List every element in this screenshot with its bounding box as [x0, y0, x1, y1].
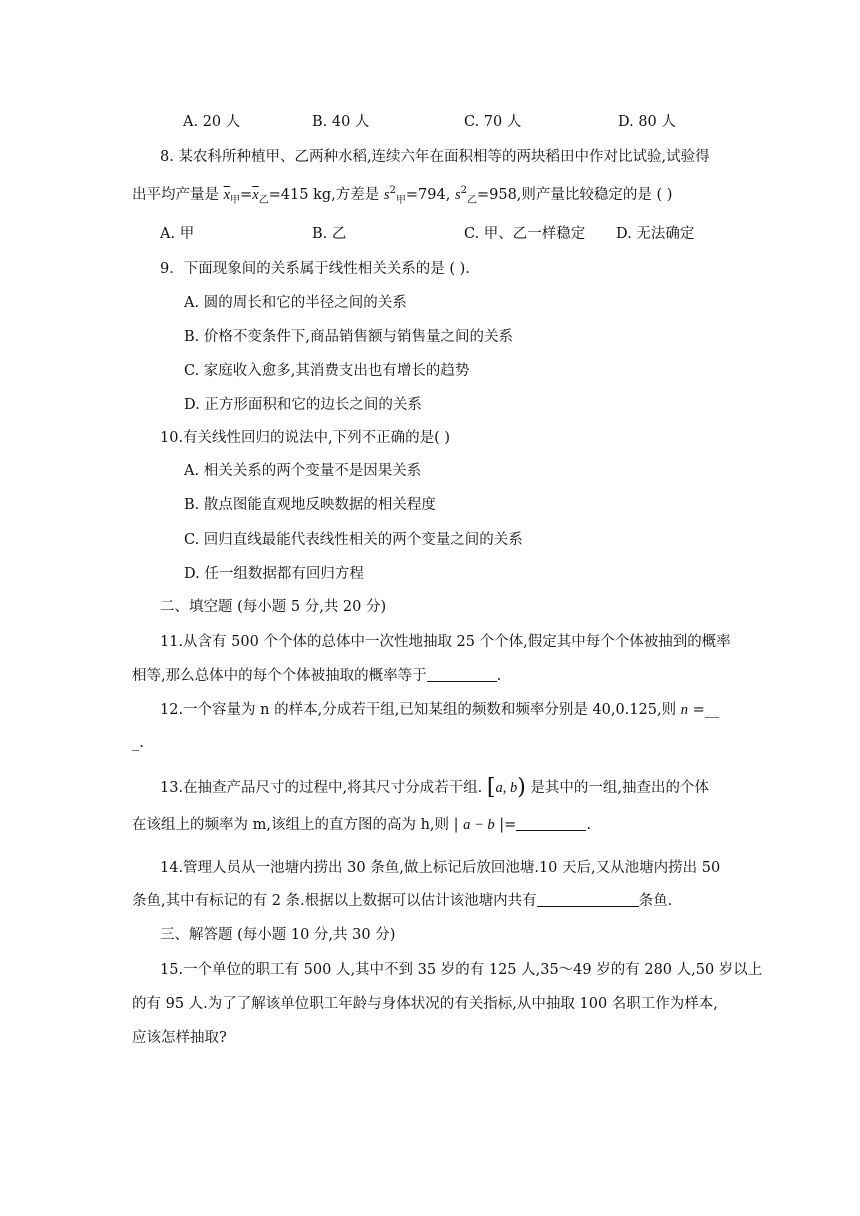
x-bar-symbol: $\overline{x}$ [223, 187, 231, 203]
sup-2: 2 [389, 185, 396, 197]
q7-option-a: A. 20 人 [183, 114, 241, 130]
variance-yi: =958,则产量比较稳定的是 ( ) [476, 187, 673, 203]
x-bar-symbol: $\overline{x}$ [252, 187, 259, 203]
q10-option-b: B. 散点图能直观地反映数据的相关程度 [184, 497, 436, 513]
q11-line2-end: . [496, 668, 502, 684]
sup-2: 2 [460, 185, 467, 197]
q7-option-c: C. 70 人 [464, 114, 522, 130]
mean-value: =415 kg,方差是 [268, 187, 384, 203]
q8-prefix: 出平均产量是 [132, 187, 224, 203]
q14-line2 [132, 891, 672, 911]
q12-suffix: =__ [687, 702, 720, 718]
q15-line2: 的有 95 人.为了了解该单位职工年龄与身体状况的有关指标,从中抽取 100 名职工作为样本, [132, 996, 718, 1012]
q9-stem: 9．下面现象间的关系属于线性相关关系的是 ( ). [160, 261, 470, 277]
interval-close-paren: ) [517, 775, 526, 800]
q8-stem-line2 [132, 185, 672, 205]
q14-line2-prefix: 条鱼,其中有标记的有 2 条.根据以上数据可以估计该池塘内共有 [132, 893, 537, 909]
q8-options [0, 224, 860, 244]
section-solve-heading: 三、解答题 (每小题 10 分,共 30 分) [160, 927, 396, 943]
q8-option-b: B. 乙 [312, 226, 347, 242]
q10-option-d: D. 任一组数据都有回归方程 [184, 566, 364, 582]
q14-line1: 14.管理人员从一池塘内捞出 30 条鱼,做上标记后放回池塘.10 天后,又从池塘内捞出 50 [160, 860, 721, 876]
q15-line1: 15.一个单位的职工有 500 人,其中不到 35 岁的有 125 人,35～49 岁的有 280 人,50 岁以上 [160, 962, 763, 978]
q8-option-d: D. 无法确定 [616, 226, 695, 242]
q13-suffix: 是其中的一组,抽查出的个体 [525, 780, 710, 796]
q8-option-a: A. 甲 [160, 226, 195, 242]
q12-line1 [160, 700, 719, 720]
q10-option-a: A. 相关关系的两个变量不是因果关系 [184, 463, 422, 479]
q14-answer-blank[interactable] [537, 892, 639, 907]
interval-body: a, b [495, 780, 518, 796]
q7-options [0, 112, 860, 132]
q8-stem-line1: 8. 某农科所种植甲、乙两种水稻,连续六年在面积相等的两块稻田中作对比试验,试验得 [160, 149, 710, 165]
sub-yi: 乙 [466, 194, 477, 206]
q11-line2 [132, 666, 501, 686]
q11-answer-blank[interactable] [427, 667, 497, 682]
q13-line1 [160, 775, 710, 800]
q10-stem: 10.有关线性回归的说法中,下列不正确的是( ) [160, 430, 451, 446]
q11-line2-text: 相等,那么总体中的每个个体被抽取的概率等于 [132, 668, 427, 684]
q9-option-a: A. 圆的周长和它的半径之间的关系 [184, 295, 407, 311]
q9-option-d: D. 正方形面积和它的边长之间的关系 [184, 397, 422, 413]
q11-line1: 11.从含有 500 个个体的总体中一次性地抽取 25 个个体,假定其中每个个体被抽到的概率 [160, 634, 731, 650]
sub-jia: 甲 [395, 194, 406, 206]
q7-option-d: D. 80 人 [618, 114, 676, 130]
q12-prefix: 12.一个容量为 n 的样本,分成若干组,已知某组的频数和频率分别是 40,0.125,则 [160, 702, 681, 718]
q13-answer-blank[interactable] [516, 816, 586, 831]
sub-jia: 甲 [230, 194, 241, 206]
q8-option-c: C. 甲、乙一样稳定 [464, 226, 586, 242]
s-symbol: s [454, 187, 461, 203]
q13-line2-prefix: 在该组上的频率为 m,该组上的直方图的高为 h,则 | [132, 817, 464, 833]
q14-line2-suffix: 条鱼. [638, 893, 673, 909]
variance-jia: =794, [405, 187, 455, 203]
q13-prefix: 13.在抽查产品尺寸的过程中,将其尺寸分成若干组. [160, 780, 487, 796]
equals-sign: = [240, 187, 253, 203]
interval-open-bracket: [ [486, 775, 496, 800]
q9-option-b: B. 价格不变条件下,商品销售额与销售量之间的关系 [184, 329, 513, 345]
sub-yi: 乙 [258, 194, 269, 206]
q10-option-c: C. 回归直线最能代表线性相关的两个变量之间的关系 [184, 532, 523, 548]
abs-expression: a − b [463, 817, 495, 833]
q12-line2: _. [132, 735, 144, 751]
q13-line2-mid: |= [494, 817, 517, 833]
n-symbol: n [680, 702, 688, 718]
q15-line3: 应该怎样抽取? [132, 1030, 227, 1046]
q13-line2-end: . [586, 817, 591, 833]
s-symbol: s [383, 187, 390, 203]
q7-option-b: B. 40 人 [312, 114, 370, 130]
q13-line2 [132, 815, 591, 835]
section-fill-in-heading: 二、填空题 (每小题 5 分,共 20 分) [160, 599, 387, 615]
q9-option-c: C. 家庭收入愈多,其消费支出也有增长的趋势 [184, 363, 470, 379]
